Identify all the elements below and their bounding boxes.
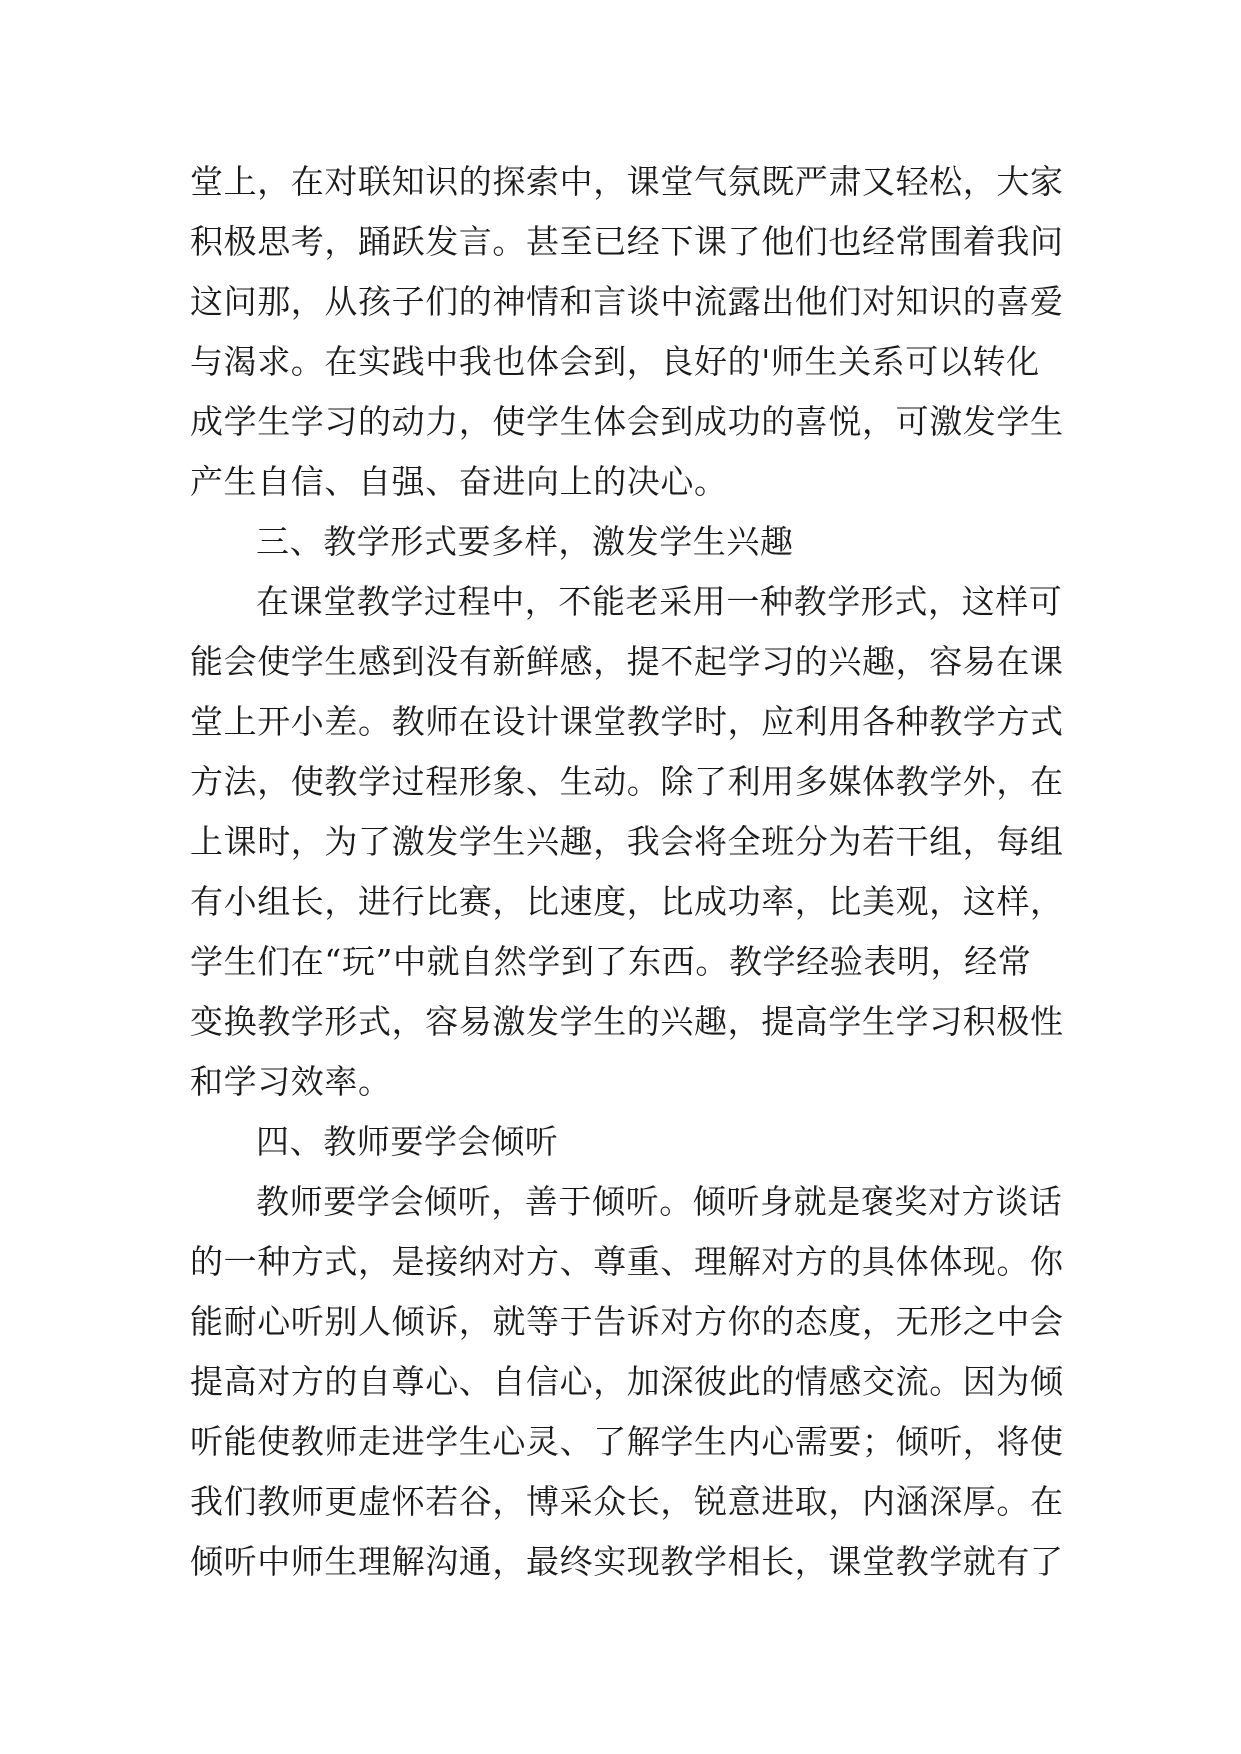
paragraph-line: 能会使学生感到没有新鲜感，提不起学习的兴趣，容易在课 [190,642,1064,681]
paragraph-line: 我们教师更虚怀若谷，博采众长，锐意进取，内涵深厚。在 [190,1482,1064,1521]
paragraph-line: 在课堂教学过程中，不能老采用一种教学形式，这样可 [256,582,1063,621]
paragraph-line: 上课时，为了激发学生兴趣，我会将全班分为若干组，每组 [190,822,1064,861]
paragraph-line: 堂上开小差。教师在设计课堂教学时，应利用各种教学方式 [190,702,1064,741]
section-heading: 四、教师要学会倾听 [256,1122,559,1161]
paragraph-line: 提高对方的自尊心、自信心，加深彼此的情感交流。因为倾 [190,1362,1064,1401]
paragraph-line: 产生自信、自强、奋进向上的决心。 [190,462,728,501]
paragraph-line: 成学生学习的动力，使学生体会到成功的喜悦，可激发学生 [190,402,1064,441]
paragraph-line: 这问那，从孩子们的神情和言谈中流露出他们对知识的喜爱 [190,282,1064,321]
paragraph-line: 教师要学会倾听，善于倾听。倾听身就是褒奖对方谈话 [256,1182,1063,1221]
paragraph-line: 和学习效率。 [190,1062,392,1101]
paragraph-line: 倾听中师生理解沟通，最终实现教学相长，课堂教学就有了 [190,1542,1064,1581]
section-heading: 三、教学形式要多样，激发学生兴趣 [256,522,794,561]
paragraph-line: 听能使教师走进学生心灵、了解学生内心需要；倾听，将使 [190,1422,1064,1461]
paragraph-line: 堂上，在对联知识的探索中，课堂气氛既严肃又轻松，大家 [190,162,1064,201]
paragraph-line: 变换教学形式，容易激发学生的兴趣，提高学生学习积极性 [190,1002,1064,1041]
paragraph-line: 方法，使教学过程形象、生动。除了利用多媒体教学外，在 [190,762,1064,801]
paragraph-line: 学生们在“玩”中就自然学到了东西。教学经验表明，经常 [190,942,1032,981]
paragraph-line: 与渴求。在实践中我也体会到，良好的'师生关系可以转化 [190,342,1040,381]
paragraph-line: 积极思考，踊跃发言。甚至已经下课了他们也经常围着我问 [190,222,1064,261]
paragraph-line: 的一种方式，是接纳对方、尊重、理解对方的具体体现。你 [190,1242,1064,1281]
paragraph-line: 能耐心听别人倾诉，就等于告诉对方你的态度，无形之中会 [190,1302,1064,1341]
paragraph-line: 有小组长，进行比赛，比速度，比成功率，比美观，这样， [190,882,1064,921]
